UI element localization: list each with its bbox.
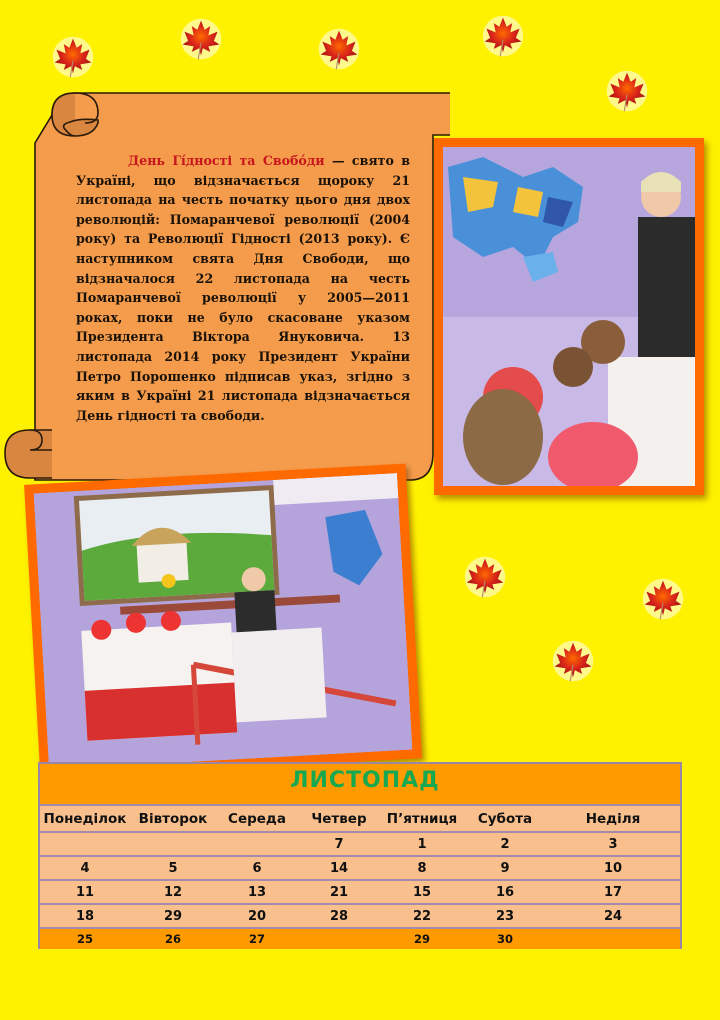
day-cell: 2 xyxy=(464,832,546,856)
november-calendar xyxy=(38,762,682,949)
day-cell: 7 xyxy=(298,832,380,856)
day-cell: 11 xyxy=(40,880,130,904)
weekday-header: П’ятниця xyxy=(380,805,464,832)
weekday-header: Вівторок xyxy=(130,805,216,832)
article-scroll xyxy=(0,88,450,483)
week-row xyxy=(40,856,680,880)
day-cell xyxy=(216,832,298,856)
day-cell: 6 xyxy=(216,856,298,880)
week-row xyxy=(40,880,680,904)
maple-leaf-icon xyxy=(550,638,596,684)
day-cell: 12 xyxy=(130,880,216,904)
article-text xyxy=(76,151,410,425)
day-cell: 5 xyxy=(130,856,216,880)
day-cell: 13 xyxy=(216,880,298,904)
article-body: — свято в Україні, що відзначається щороку 21 листопада на честь початку цього дня двох революцій: Помаранчевої революції (2004 року) та Революції Гідності (2013 року). Є наступником свята Дня Свободи, що відзначалося 22 листопада на честь Помаранчевої революції у 2005—2011 роках, поки не було скасоване указом Президента Віктора Януковича. 13 листопада 2014 року Президент України Петро Порошенко підписав указ, згідно з яким в Україні 21 листопада відзначається День гідності та свободи. xyxy=(76,153,410,423)
day-cell: 17 xyxy=(546,880,680,904)
week-row xyxy=(40,832,680,856)
children-on-staircase-photo xyxy=(24,464,422,780)
calendar-table xyxy=(40,804,680,949)
weekday-header: Середа xyxy=(216,805,298,832)
maple-leaf-icon xyxy=(178,16,224,62)
maple-leaf-icon xyxy=(316,26,362,72)
day-cell: 1 xyxy=(380,832,464,856)
day-cell: 27 xyxy=(216,928,298,949)
calendar-title: ЛИСТОПАД xyxy=(290,768,440,793)
day-cell: 4 xyxy=(40,856,130,880)
day-cell: 22 xyxy=(380,904,464,928)
day-cell: 28 xyxy=(298,904,380,928)
day-cell: 24 xyxy=(546,904,680,928)
day-cell xyxy=(298,928,380,949)
day-cell: 20 xyxy=(216,904,298,928)
day-cell xyxy=(40,832,130,856)
day-cell: 15 xyxy=(380,880,464,904)
day-cell: 29 xyxy=(130,904,216,928)
weekday-header: Неділя xyxy=(546,805,680,832)
day-cell: 25 xyxy=(40,928,130,949)
maple-leaf-icon xyxy=(462,554,508,600)
day-cell: 9 xyxy=(464,856,546,880)
day-cell: 23 xyxy=(464,904,546,928)
weekday-header: Четвер xyxy=(298,805,380,832)
day-cell: 16 xyxy=(464,880,546,904)
article-title: День Гі́дності та Свобо́ди xyxy=(128,153,325,168)
weekday-header-row xyxy=(40,805,680,832)
day-cell xyxy=(130,832,216,856)
day-cell: 18 xyxy=(40,904,130,928)
weekday-header: Понеділок xyxy=(40,805,130,832)
day-cell: 10 xyxy=(546,856,680,880)
week-row xyxy=(40,904,680,928)
teacher-with-children-at-map-photo xyxy=(434,138,704,495)
day-cell: 3 xyxy=(546,832,680,856)
day-cell: 14 xyxy=(298,856,380,880)
maple-leaf-icon xyxy=(480,13,526,59)
maple-leaf-icon xyxy=(50,34,96,80)
day-cell: 29 xyxy=(380,928,464,949)
day-cell: 21 xyxy=(298,880,380,904)
day-cell: 30 xyxy=(464,928,546,949)
day-cell xyxy=(546,928,680,949)
day-cell: 26 xyxy=(130,928,216,949)
maple-leaf-icon xyxy=(640,576,686,622)
day-cell: 8 xyxy=(380,856,464,880)
week-row-last xyxy=(40,928,680,949)
maple-leaf-icon xyxy=(604,68,650,114)
weekday-header: Субота xyxy=(464,805,546,832)
